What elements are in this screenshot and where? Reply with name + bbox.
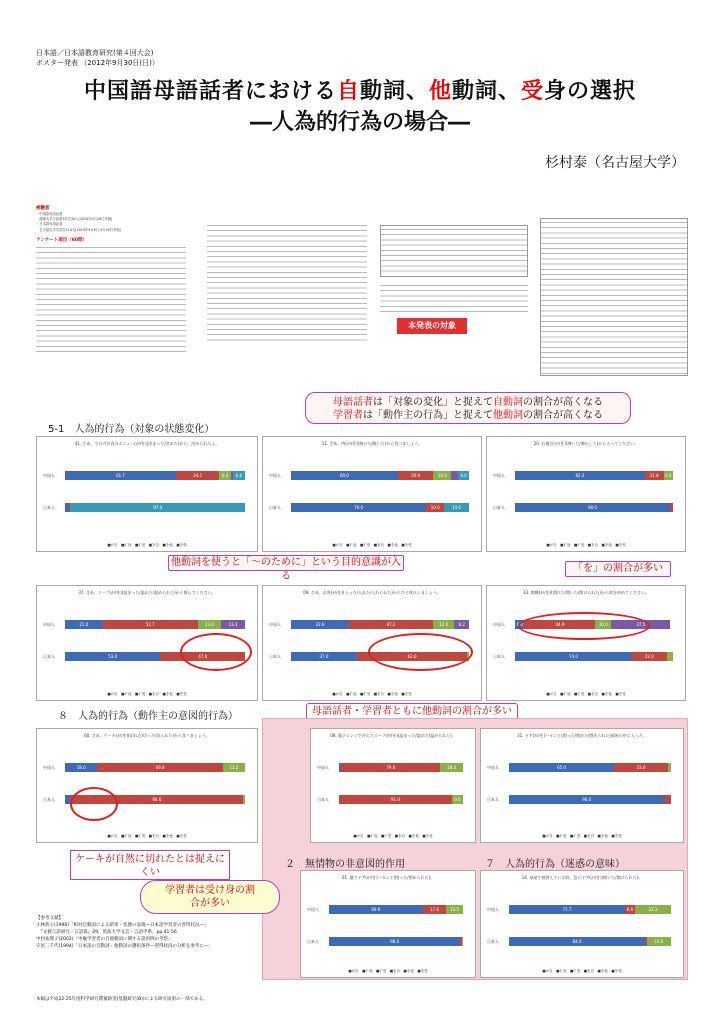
bar-segment: 6.0 <box>665 473 672 478</box>
subjects-heading: 被験者 <box>36 206 50 211</box>
pane-line: 名古屋大学学部生114人(2010年5月8日,5月10日実施) <box>36 227 121 232</box>
section-2: ２ 無情物の非意図的作用 <box>285 859 405 870</box>
bar-segment: 69.9 <box>329 905 423 914</box>
bar-segment: 61.7 <box>65 471 176 480</box>
bar-segment: 9.0 <box>452 795 463 804</box>
bar-segment: 10.0 <box>433 471 451 480</box>
chart-11 <box>262 436 482 552</box>
bar-segment: 20.0 <box>398 471 434 480</box>
bar-segment: 6.0 <box>516 622 523 627</box>
chart-33 <box>486 585 686 701</box>
conditions-pane-2 <box>380 225 528 277</box>
bar-segment: 62.0 <box>357 652 467 661</box>
callout-learner-passive: 学習者は受け身の割合が多い <box>140 880 280 914</box>
highlight-circle <box>518 612 650 640</box>
conditions-pane-1 <box>207 222 367 342</box>
bar-segment <box>451 471 458 480</box>
callout-native-vs-learner <box>305 392 631 424</box>
chart-31 <box>480 728 684 843</box>
stacked-bar <box>339 763 463 772</box>
callout-both-transitive: 母語話者・学習者ともに他動詞の割合が多い <box>306 703 518 720</box>
stacked-bar <box>65 503 245 512</box>
highlight-circle <box>70 787 118 821</box>
chart-question: 37. さあ、スープ(が/を)(温まった/温めた/温められた)から飲んでください。 <box>78 590 216 595</box>
stacked-bar <box>515 471 673 480</box>
bar-segment: 10.0 <box>595 620 611 629</box>
row-label: 中国人 <box>307 907 319 912</box>
footnote: 本稿は平成22-25年度科学研究費補助金(基盤研究(B))による研究成果の一部である。 <box>36 997 208 1002</box>
chart-legend: ■が自 ■ｶﾞ他 ■ｶﾞ受 ■を自 ■を他 ■を受 <box>542 834 622 838</box>
chart-legend: ■が自 ■ｶﾞ他 ■ｶﾞ受 ■を自 ■を他 ■を受 <box>107 834 187 838</box>
row-label: 日本人 <box>493 505 505 510</box>
bar-segment: 12.2 <box>223 763 245 772</box>
bar-segment <box>243 795 245 804</box>
bar-segment: 97.0 <box>70 503 245 512</box>
reference-item: 中村祐理子(2002)「中級学習者の自他動詞に関する誤用例の考察」 <box>36 937 173 942</box>
stacked-bar <box>509 905 671 914</box>
callout-text: の割合が高くなる <box>523 410 603 421</box>
title-part: 動詞、 <box>359 79 429 104</box>
chart-20 <box>486 436 686 552</box>
target-banner: 本発表の対象 <box>397 318 467 334</box>
questionnaire-heading: アンケート項目（60問） <box>36 237 87 243</box>
row-label: 中国人 <box>43 765 55 770</box>
conditions-pane-4 <box>540 218 688 376</box>
section-5-1: 5-1 人為的行為（対象の状態変化） <box>48 424 215 435</box>
bar-segment: 37.0 <box>291 652 357 661</box>
callout-wo: 「を」の割合が多い <box>565 561 671 577</box>
bar-segment: 60.0 <box>291 471 398 480</box>
row-label: 日本人 <box>269 654 281 659</box>
row-label: 日本人 <box>317 797 329 802</box>
bar-segment: 22.0 <box>632 652 667 661</box>
bar-segment: 33.0 <box>614 763 667 772</box>
chart-question: 20. お風呂(が/を)(沸いた/沸かした)から入ってください。 <box>533 441 639 446</box>
title-red: 他 <box>428 79 452 104</box>
bar-segment <box>665 795 671 804</box>
bar-segment: 32.6 <box>291 620 349 629</box>
callout-red: 他動詞 <box>493 410 523 421</box>
bar-segment: 91.0 <box>339 795 452 804</box>
chart-legend: ■が自 ■ｶﾞ他 ■ｶﾞ受 ■を自 ■を他 ■を受 <box>348 969 428 973</box>
row-label: 中国人 <box>493 622 505 627</box>
page-subtitle: ―人為的行為の場合― <box>249 110 470 135</box>
stacked-bar <box>291 503 469 512</box>
row-label: 中国人 <box>487 765 499 770</box>
bar-segment: 15.0 <box>647 937 671 946</box>
chart-question: 08. 電子レンジで冷えたスープ(が/を)(温まった/温めた/温められた)。 <box>330 733 456 738</box>
author: 杉村泰（名古屋大学） <box>545 155 685 171</box>
stacked-bar <box>65 763 245 772</box>
chart-legend: ■が自 ■ｶﾞ他 ■ｶﾞ受 ■を自 ■を他 ■を受 <box>546 543 626 547</box>
chart-legend: ■が自 ■ｶﾞ他 ■ｶﾞ受 ■を自 ■を他 ■を受 <box>542 969 622 973</box>
bar-segment: 22.3 <box>635 905 671 914</box>
callout-red: 母語話者 <box>333 397 373 408</box>
row-label: 日本人 <box>269 505 281 510</box>
row-label: 中国人 <box>493 473 505 478</box>
bar-segment: 96.0 <box>509 795 665 804</box>
chart-legend: ■が自 ■ｶﾞ他 ■ｶﾞ受 ■を自 ■を他 ■を受 <box>546 692 626 696</box>
section-8: ８ 人為的行為（動作主の意図的行為） <box>58 711 238 722</box>
bar-segment: 11.8 <box>645 471 664 480</box>
bar-segment <box>462 937 463 946</box>
conference-name: 日本語／日本語教育研究(第４回大会) <box>36 49 154 57</box>
chart-question: 60. さあ、ケーキ(が/を)(切れた/切った/切られた)から食べましょう。 <box>84 733 210 738</box>
chart-legend: ■が自 ■ｶﾞ他 ■ｶﾞ受 ■を自 ■を他 ■を受 <box>107 692 187 696</box>
bar-segment: 98.0 <box>515 503 670 512</box>
stacked-bar <box>515 503 673 512</box>
row-label: 中国人 <box>269 473 281 478</box>
chart-question: 14. 部屋で着替えている時、急にドア(が/を)(開いた/開けられた)。 <box>521 875 643 880</box>
chart-question: 31. ドア(が/を)バタンと(閉った/閉めた/閉められた)部屋の中に入った。 <box>517 733 647 738</box>
stacked-bar <box>509 795 671 804</box>
bar-segment: 21.0 <box>65 620 103 629</box>
title-red: 自 <box>336 79 360 104</box>
reference-item: 小林典子(1996)「相対自動詞による結果・状態の表現―日本語学習者の習得状況―」 <box>36 923 209 928</box>
pane-line: 湖南大学日語系3年生50人(2010年5月28日実施) <box>36 217 113 222</box>
bar-segment: 6.4 <box>219 471 231 480</box>
stacked-bar <box>515 652 673 661</box>
bar-segment: 12.0 <box>433 620 454 629</box>
bar-segment: 76.0 <box>291 503 426 512</box>
reference-item: 『文藝言語研究・言語篇』29，筑波大学文芸・言語学系，pp.41-56 <box>36 930 177 935</box>
row-label: 日本人 <box>307 939 319 944</box>
title-red: 受 <box>521 79 545 104</box>
callout-red: 自動詞 <box>493 397 523 408</box>
bar-segment: 6.0 <box>626 907 634 912</box>
title-part: 身の選択 <box>544 79 637 104</box>
bar-segment: 71.7 <box>509 905 625 914</box>
chart-question: 41. さあ、今日の夕食のメニュー(が/を)(決まった/決めた)から、決められたよ。 <box>74 441 220 446</box>
row-label: 中国人 <box>269 622 281 627</box>
reference-item: 守屋三千代(1994)「日本語の自動詞・他動詞の選択条件―習得状況の分析を参考に―」 <box>36 944 213 949</box>
page-title <box>30 74 690 105</box>
chart-legend: ■が自 ■ｶﾞ他 ■ｶﾞ受 ■を自 ■を他 ■を受 <box>332 543 412 547</box>
bar-segment: 8.2 <box>454 620 469 629</box>
chart-08 <box>310 728 476 843</box>
callout-text: の割合が高くなる <box>523 397 603 408</box>
row-label: 日本人 <box>43 654 55 659</box>
row-label: 日本人 <box>487 797 499 802</box>
title-part: 中国語母語話者における <box>83 79 337 104</box>
bar-segment: 17.6 <box>423 905 447 914</box>
stacked-bar <box>329 905 463 914</box>
chart-60 <box>36 728 258 843</box>
chart-legend: ■が自 ■ｶﾞ他 ■ｶﾞ受 ■を自 ■を他 ■を受 <box>107 543 187 547</box>
row-label: 中国人 <box>43 473 55 478</box>
subjects-pane <box>36 205 186 365</box>
chart-question: 33. 間隣(が/を)(開けた/開いた/開けられた)から車を停めてください。 <box>523 590 649 595</box>
chart-41 <box>36 436 258 552</box>
bar-segment <box>668 763 671 772</box>
bar-segment: 10.0 <box>426 503 444 512</box>
stacked-bar <box>509 937 671 946</box>
callout-purpose: 他動詞を使うと「～のために」という目的意識が入る <box>168 555 404 571</box>
stacked-bar <box>509 763 671 772</box>
bar-segment: 65.0 <box>509 763 614 772</box>
chart-01 <box>300 870 476 978</box>
stacked-bar <box>329 937 463 946</box>
chart-question: 01. 風でドア(が/を)バタンと(閉った/閉められた)。 <box>341 875 435 880</box>
row-label: 中国人 <box>43 622 55 627</box>
section-7: ７ 人為的行為（迷惑の意味） <box>485 859 625 870</box>
bar-segment: 24.1 <box>176 471 219 480</box>
bar-segment: 44.9 <box>524 620 595 629</box>
row-label: 日本人 <box>43 797 55 802</box>
row-label: 中国人 <box>317 765 329 770</box>
bar-segment: 53.0 <box>65 652 160 661</box>
highlight-circle <box>180 633 252 671</box>
row-label: 日本人 <box>487 939 499 944</box>
pane-line: ・日本語母語話者 <box>36 222 63 227</box>
callout-cake: ケーキが自然に切れたとは捉えにくい <box>70 850 230 880</box>
bar-segment <box>670 503 673 512</box>
bar-segment: 69.8 <box>97 763 223 772</box>
highlight-circle <box>368 633 473 671</box>
references-heading: 【参考文献】 <box>36 916 63 921</box>
bar-segment: 13.0 <box>198 620 221 629</box>
bar-segment: 74.0 <box>515 652 632 661</box>
stacked-bar <box>291 471 469 480</box>
bar-segment: 47.2 <box>349 620 433 629</box>
bar-segment: 18.0 <box>65 763 97 772</box>
chart-question: 11. さあ、肉(が/を)(焼けた/焼いた)から食べましょう。 <box>321 441 423 446</box>
callout-red: 学習者 <box>333 410 363 421</box>
chart-legend: ■が自 ■ｶﾞ他 ■ｶﾞ受 ■を自 ■を他 ■を受 <box>332 692 412 696</box>
questionnaire-list <box>36 244 186 352</box>
stacked-bar <box>291 620 469 629</box>
bar-segment: 47.0 <box>160 652 245 661</box>
pane-line: ・中国語母語話者 <box>36 212 63 216</box>
bar-segment <box>667 652 673 661</box>
title-part: 動詞、 <box>452 79 522 104</box>
chart-question: 09. さあ、お茶(が/を)(入った/入れた/入れられた)からひと休みしましょう。 <box>303 590 441 595</box>
conditions-pane-3 <box>380 282 528 312</box>
row-label: 日本人 <box>493 654 505 659</box>
bar-segment: 37.5 <box>611 620 670 629</box>
bar-segment: 96.0 <box>70 795 243 804</box>
chart-legend: ■が自 ■ｶﾞ他 ■ｶﾞ受 ■を自 ■を他 ■を受 <box>353 834 433 838</box>
stacked-bar <box>339 795 463 804</box>
stacked-bar <box>65 620 245 629</box>
bar-segment: 13.3 <box>221 620 245 629</box>
bar-segment: 84.0 <box>509 937 645 946</box>
references <box>36 915 296 950</box>
callout-text: は「動作主の行為」と捉えて <box>363 410 493 421</box>
row-label: 中国人 <box>487 907 499 912</box>
bar-segment: 14.0 <box>444 503 469 512</box>
bar-segment: 82.2 <box>515 471 645 480</box>
callout-text: は「対象の変化」と捉えて <box>373 397 493 408</box>
bar-segment: 79.6 <box>341 763 440 772</box>
bar-segment: 12.5 <box>446 905 463 914</box>
conference-header <box>36 48 159 68</box>
bar-segment: 52.7 <box>103 620 198 629</box>
bar-segment: 98.0 <box>329 937 460 946</box>
bar-segment: 6.0 <box>458 471 469 480</box>
bar-segment: 6.8 <box>233 471 245 480</box>
row-label: 日本人 <box>43 505 55 510</box>
bar-segment: 18.4 <box>440 763 463 772</box>
stacked-bar <box>65 471 245 480</box>
presentation-date: ポスター発表 （2012年9月30日(日)） <box>36 59 159 67</box>
chart-14 <box>480 870 684 978</box>
